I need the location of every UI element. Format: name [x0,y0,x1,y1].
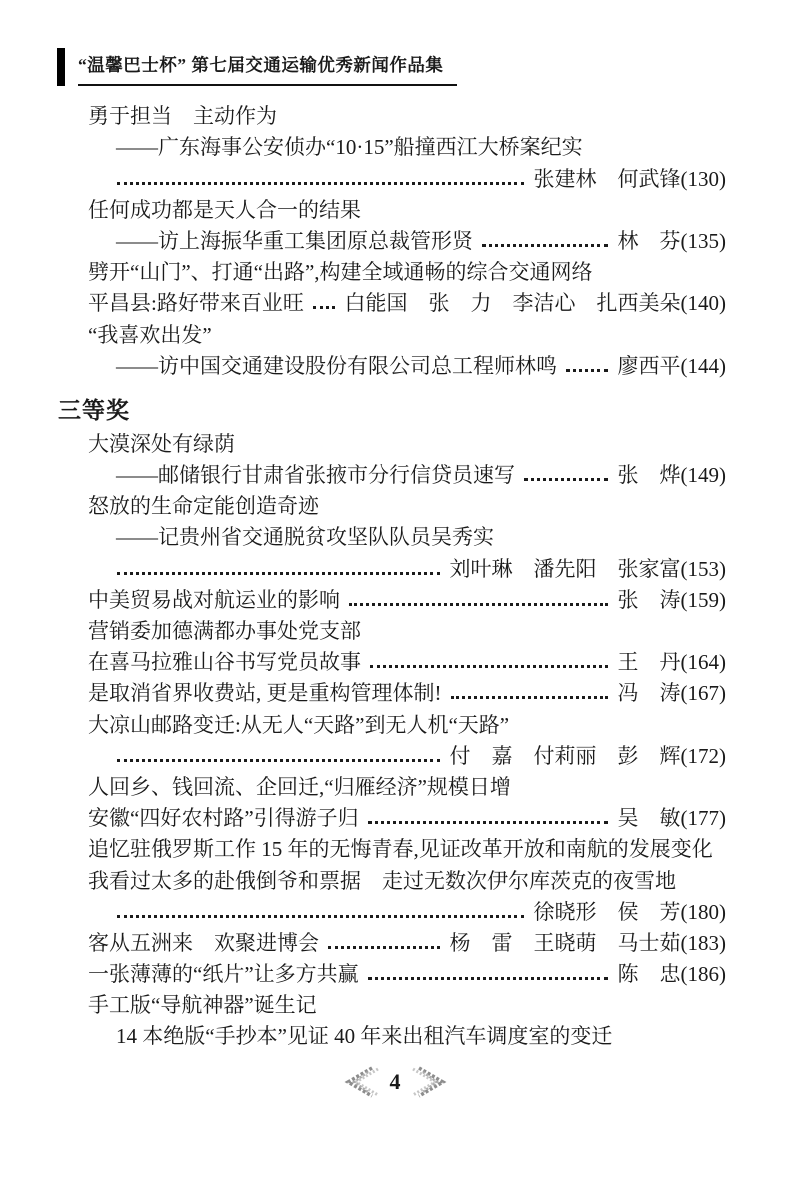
toc-entry-title: 大凉山邮路变迁:从无人“天路”到无人机“天路” [88,712,510,737]
toc-row [0,739,790,770]
toc-row [0,707,790,738]
dots-leader [117,572,440,575]
book-title: “温馨巴士杯” 第七届交通运输优秀新闻作品集 [78,48,457,86]
toc-entry-authors: 徐晓形 侯 芳(180) [533,899,726,924]
dots-leader [328,946,440,949]
toc-entry-authors: 张 涛(159) [617,587,726,612]
toc-row [0,863,790,894]
toc-entry-title: “我喜欢出发” [88,322,212,347]
toc-entry-title: 大漠深处有绿荫 [88,431,235,456]
dots-leader [349,603,608,606]
toc-row [0,224,790,255]
toc-entry-authors: 林 芬(135) [617,228,726,253]
toc-entry-authors: 付 嘉 付莉丽 彭 辉(172) [449,743,726,768]
toc-entry-authors: 张 烨(149) [617,463,726,488]
toc-row [0,130,790,161]
page-footer [0,1064,790,1100]
dots-leader [370,665,608,668]
page [0,48,790,1177]
toc-entry-authors: 陈 忠(186) [617,962,726,987]
toc-row [0,645,790,676]
toc-row [0,427,790,458]
toc-row [0,193,790,224]
toc-entry-title: 人回乡、钱回流、企回迁,“归雁经济”规模日增 [88,774,511,799]
toc-entry-authors: 刘叶琳 潘先阳 张家富(153) [449,556,726,581]
toc-row [0,520,790,551]
toc-row [0,551,790,582]
toc-entry-title: 一张薄薄的“纸片”让多方共赢 [88,962,359,987]
toc-entry-title: ——邮储银行甘肃省张掖市分行信贷员速写 [116,463,515,488]
dots-leader [368,821,608,824]
toc-entry-authors: 张建林 何武锋(130) [533,166,726,191]
toc-entry-title: 在喜马拉雅山谷书写党员故事 [88,650,361,675]
running-head [57,48,790,86]
dots-leader [524,478,608,481]
toc-row [0,458,790,489]
toc-entry-title: ——记贵州省交通脱贫攻坚队队员吴秀实 [116,525,494,550]
toc-entry-title: 怒放的生命定能创造奇迹 [88,494,319,519]
toc-entry-title: 任何成功都是天人合一的结果 [88,197,361,222]
toc-row [0,895,790,926]
toc-entry-title: 平昌县:路好带来百业旺 [88,291,304,316]
toc-entry-title: 勇于担当 主动作为 [88,104,277,129]
page-number-chevron-right-icon [411,1066,453,1098]
toc-entry-title: ——访上海振华重工集团原总裁管形贤 [116,228,473,253]
toc-entry-authors: 冯 涛(167) [617,681,726,706]
dots-leader [566,369,608,372]
toc-entry-title: 客从五洲来 欢聚进博会 [88,930,319,955]
header-accent-bar [57,48,65,86]
toc-entry-title: 安徽“四好农村路”引得游子归 [88,806,359,831]
dots-leader [117,759,440,762]
toc-entry-title: ——广东海事公安侦办“10·15”船撞西江大桥案纪实 [116,135,583,160]
toc-entry-title: 是取消省界收费站, 更是重构管理体制! [88,681,442,706]
toc-row [0,676,790,707]
dots-leader [313,306,335,309]
toc-row [0,255,790,286]
toc-row [0,349,790,380]
toc-entry-authors: 吴 敏(177) [617,806,726,831]
toc-row [0,832,790,863]
dots-leader [482,244,608,247]
dots-leader [117,915,524,918]
toc-row [0,161,790,192]
toc-entry-title: 手工版“导航神器”诞生记 [88,993,317,1018]
toc-row [0,801,790,832]
toc-row [0,1019,790,1050]
dots-leader [368,977,608,980]
toc-entry-title: 中美贸易战对航运业的影响 [88,587,340,612]
toc-entry-authors: 王 丹(164) [617,650,726,675]
section-heading: 三等奖 [58,398,130,424]
toc-entry-authors: 廖西平(144) [617,353,726,378]
toc-row [0,926,790,957]
toc-entry-title: 14 本绝版“手抄本”见证 40 年来出租汽车调度室的变迁 [116,1024,613,1049]
page-number-chevron-left-icon [338,1066,380,1098]
toc-list [0,99,790,1050]
toc-row [0,286,790,317]
page-number: 4 [389,1069,401,1095]
toc-entry-title: 营销委加德满都办事处党支部 [88,619,361,643]
toc-row [0,583,790,614]
toc-entry-authors: 白能国 张 力 李洁心 扎西美朵(140) [344,291,726,316]
toc-row [0,957,790,988]
dots-leader [451,696,608,699]
toc-entry-title: 劈开“山门”、打通“出路”,构建全域通畅的综合交通网络 [88,260,593,285]
toc-row [0,317,790,348]
toc-row [0,614,790,645]
toc-row [0,489,790,520]
toc-entry-authors: 杨 雷 王晓萌 马士茹(183) [449,930,726,955]
toc-row [0,988,790,1019]
toc-entry-title: ——访中国交通建设股份有限公司总工程师林鸣 [116,353,557,378]
toc-row [0,99,790,130]
toc-entry-title: 我看过太多的赴俄倒爷和票据 走过无数次伊尔库茨克的夜雪地 [88,868,676,893]
dots-leader [117,182,524,185]
toc-row [0,770,790,801]
toc-entry-title: 追忆驻俄罗斯工作 15 年的无悔青春,见证改革开放和南航的发展变化 [88,837,713,862]
